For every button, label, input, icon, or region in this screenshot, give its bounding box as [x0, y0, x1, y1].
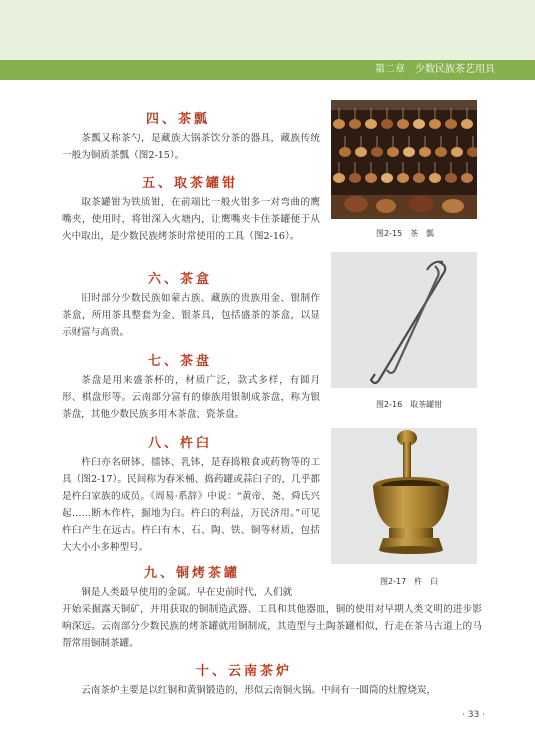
- iron-tongs-photo: [331, 252, 477, 388]
- section-paragraph: 云南茶炉主要是以红铜和黄铜锻造的，形似云南铜火锅。中间有一圆筒的灶膛烧炭，: [81, 685, 437, 696]
- figure-caption: 图2-17 杵 臼: [380, 577, 439, 586]
- figure-caption: 图2-15 茶 瓢: [376, 229, 435, 238]
- top-band: [0, 0, 535, 60]
- section-heading-tongs: 五、取茶罐钳: [142, 176, 239, 191]
- section-heading-tea-stove: 十、云南茶炉: [196, 664, 293, 679]
- brass-mortar-pestle-photo: [331, 428, 477, 564]
- chapter-header: 第二章 少数民族茶艺用具: [0, 60, 535, 80]
- section-heading-tea-tray: 七、茶盘: [148, 354, 213, 369]
- section-heading-mortar: 八、杵臼: [148, 436, 213, 451]
- section-paragraph: 铜是人类最早使用的金属。早在史前时代，人们就: [81, 587, 293, 598]
- copper-ladles-photo: [331, 100, 477, 219]
- page-number: · 33 ·: [462, 710, 485, 720]
- section-paragraph: 茶盘是用来盛茶杯的，材质广泛，款式多样，有圆月形、棋盘形等。云南部分富有的傣族用银制成茶盘，称为银茶盘，其他少数民族多用木茶盘、瓷茶盘。: [62, 375, 320, 420]
- figure-caption: 图2-16 取茶罐钳: [376, 400, 443, 409]
- section-paragraph: 杵臼亦名研钵、擂钵、乳钵，是春捣粮食或药物等的工具（图2-17）。民间称为舂米桶、捣药罐或蒜臼子的，几乎都是杵臼家族的成员。《周易·系辞》中说：“黄帝、尧、舜氏兴起……断木作杵，掘地为臼。杵臼的利益，万民济用。”可见杵臼产生在远古。杵臼有木、石、陶、铁、铜等材质，包括大大小小多种型号。: [62, 457, 320, 553]
- section-paragraph: 旧时部分少数民族如蒙古族、藏族的贵族用金、银制作茶盒，所用茶具整套为金、银茶具，包括盛茶的茶盒，以显示财富与高贵。: [62, 293, 320, 338]
- section-heading-tea-box: 六、茶盒: [148, 272, 213, 287]
- section-paragraph: 取茶罐钳为铁质钳，在前端比一般火钳多一对弯曲的鹰嘴夹，使用时，将钳深入火塘内，让鹰嘴夹卡住茶罐便于从火中取出，是少数民族烤茶时常使用的工具（图2-16）。: [62, 197, 320, 242]
- section-heading-ladle: 四、茶瓢: [146, 112, 211, 127]
- section-heading-copper-pot: 九、铜烤茶罐: [144, 566, 241, 581]
- section-paragraph: 茶瓢又称茶勺，是藏族大锅茶饮分茶的器具，藏族传统一般为铜质茶瓢（图2-15）。: [62, 133, 320, 161]
- section-paragraph-continued: 开始采掘露天铜矿，并用获取的铜制造武器、工具和其他器皿，铜的使用对早期人类文明的进步影响深远。云南部分少数民族的烤茶罐就用铜制成，其造型与土陶茶罐相似，行走在茶马古道上的马帮常用铜制茶罐。: [62, 604, 482, 649]
